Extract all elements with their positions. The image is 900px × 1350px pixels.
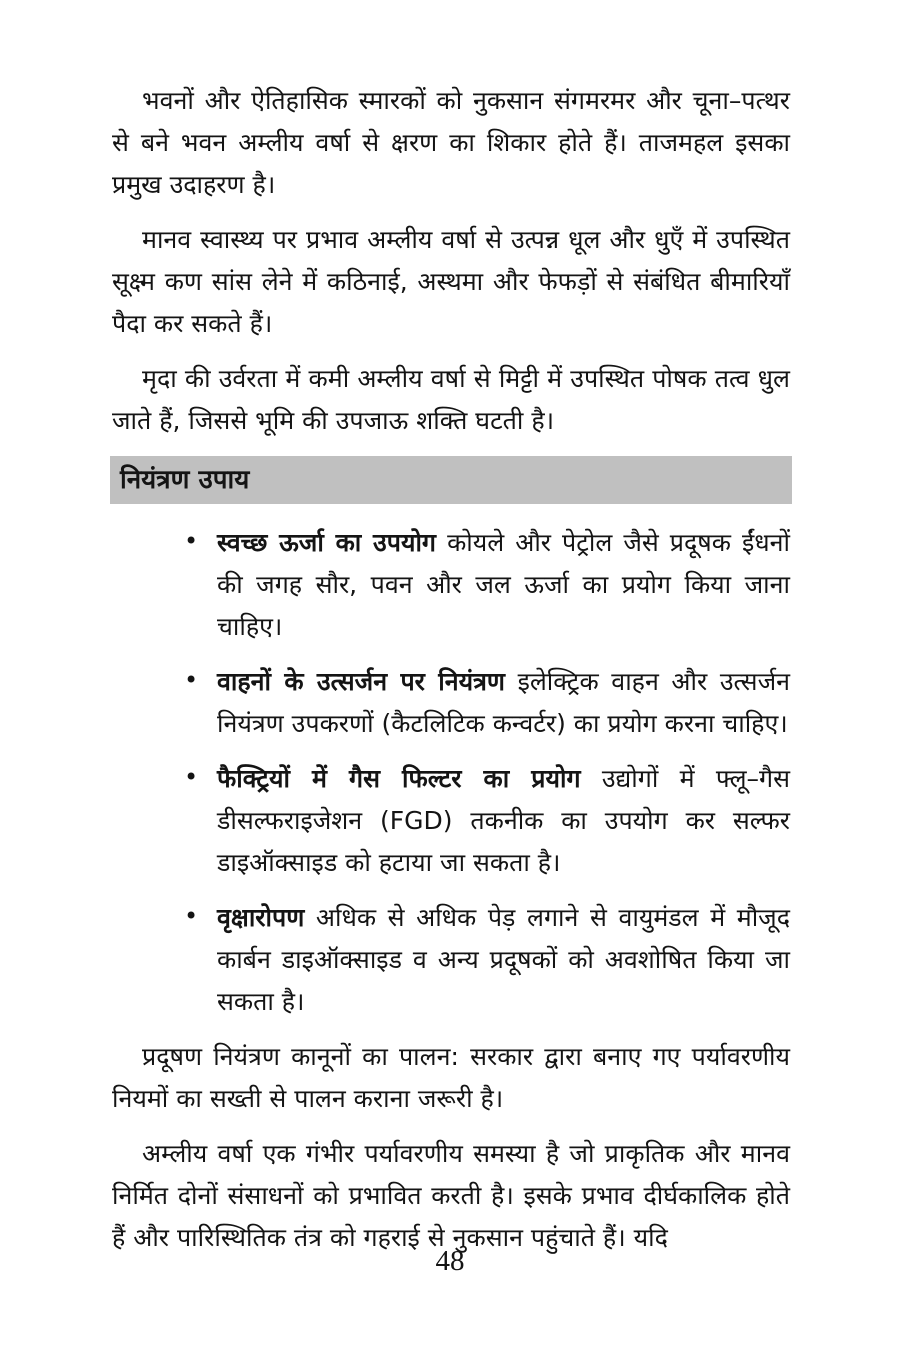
bullet-lead-text: वाहनों के उत्सर्जन पर नियंत्रण — [217, 667, 505, 696]
bullet-marker-icon: • — [184, 763, 199, 791]
list-item-gas-filters — [112, 758, 790, 884]
paragraph-pollution-laws: प्रदूषण नियंत्रण कानूनों का पालन: सरकार द्वारा बनाए गए पर्यावरणीय नियमों का सख्ती से पालन कराना जरूरी है। — [112, 1042, 790, 1113]
bullet-lead-text: वृक्षारोपण — [217, 903, 305, 932]
bullet-lead-text: फैक्ट्रियों में गैस फिल्टर का प्रयोग — [217, 764, 581, 793]
control-measures-list — [112, 522, 790, 1023]
bullet-marker-icon: • — [184, 527, 199, 555]
list-item-clean-energy — [112, 522, 790, 648]
page-number: 48 — [435, 1245, 465, 1277]
bullet-body-text: उद्योगों में फ्लू–गैस डीसल्फराइजेशन (FGD) तकनीक का उपयोग कर सल्फर डाइऑक्साइड को हटाया जा सकता है। — [217, 764, 790, 877]
bullet-marker-icon: • — [184, 902, 199, 930]
paragraph-soil-fertility: मृदा की उर्वरता में कमी अम्लीय वर्षा से मिट्टी में उपस्थित पोषक तत्व धुल जाते हैं, जिससे भूमि की उपजाऊ शक्ति घटती है। — [112, 364, 790, 435]
paragraph-human-health: मानव स्वास्थ्य पर प्रभाव अम्लीय वर्षा से उत्पन्न धूल और धुएँ में उपस्थित सूक्ष्म कण सांस लेने में कठिनाई, अस्थमा और फेफड़ों से संबंधित बीमारियाँ पैदा कर सकते हैं। — [112, 225, 790, 338]
paragraph-buildings-damage: भवनों और ऐतिहासिक स्मारकों को नुकसान संगमरमर और चूना–पत्थर से बने भवन अम्लीय वर्षा से क्षरण का शिकार होते हैं। ताजमहल इसका प्रमुख उदाहरण है। — [112, 86, 790, 199]
paragraph-acid-rain-summary: अम्लीय वर्षा एक गंभीर पर्यावरणीय समस्या है जो प्राकृतिक और मानव निर्मित दोनों संसाधनों को प्रभावित करती है। इसके प्रभाव दीर्घकालिक होते हैं और पारिस्थितिक तंत्र को गहराई से नुकसान पहुंचाते हैं। यदि — [112, 1139, 790, 1252]
bullet-body-text: इलेक्ट्रिक वाहन और उत्सर्जन नियंत्रण उपकरणों (कैटलिटिक कन्वर्टर) का प्रयोग करना चाहिए। — [217, 667, 791, 738]
list-item-vehicle-emission-control — [112, 661, 790, 745]
bullet-body-text: अधिक से अधिक पेड़ लगाने से वायुमंडल में मौजूद कार्बन डाइऑक्साइड व अन्य प्रदूषकों को अवशोषित किया जा सकता है। — [217, 903, 790, 1016]
bullet-lead-text: स्वच्छ ऊर्जा का उपयोग — [217, 528, 437, 557]
list-item-tree-plantation — [112, 897, 790, 1023]
section-heading-control-measures: नियंत्रण उपाय — [110, 456, 792, 504]
bullet-body-text: कोयले और पेट्रोल जैसे प्रदूषक ईंधनों की जगह सौर, पवन और जल ऊर्जा का प्रयोग किया जाना चाहिए। — [217, 528, 790, 641]
bullet-marker-icon: • — [184, 666, 199, 694]
